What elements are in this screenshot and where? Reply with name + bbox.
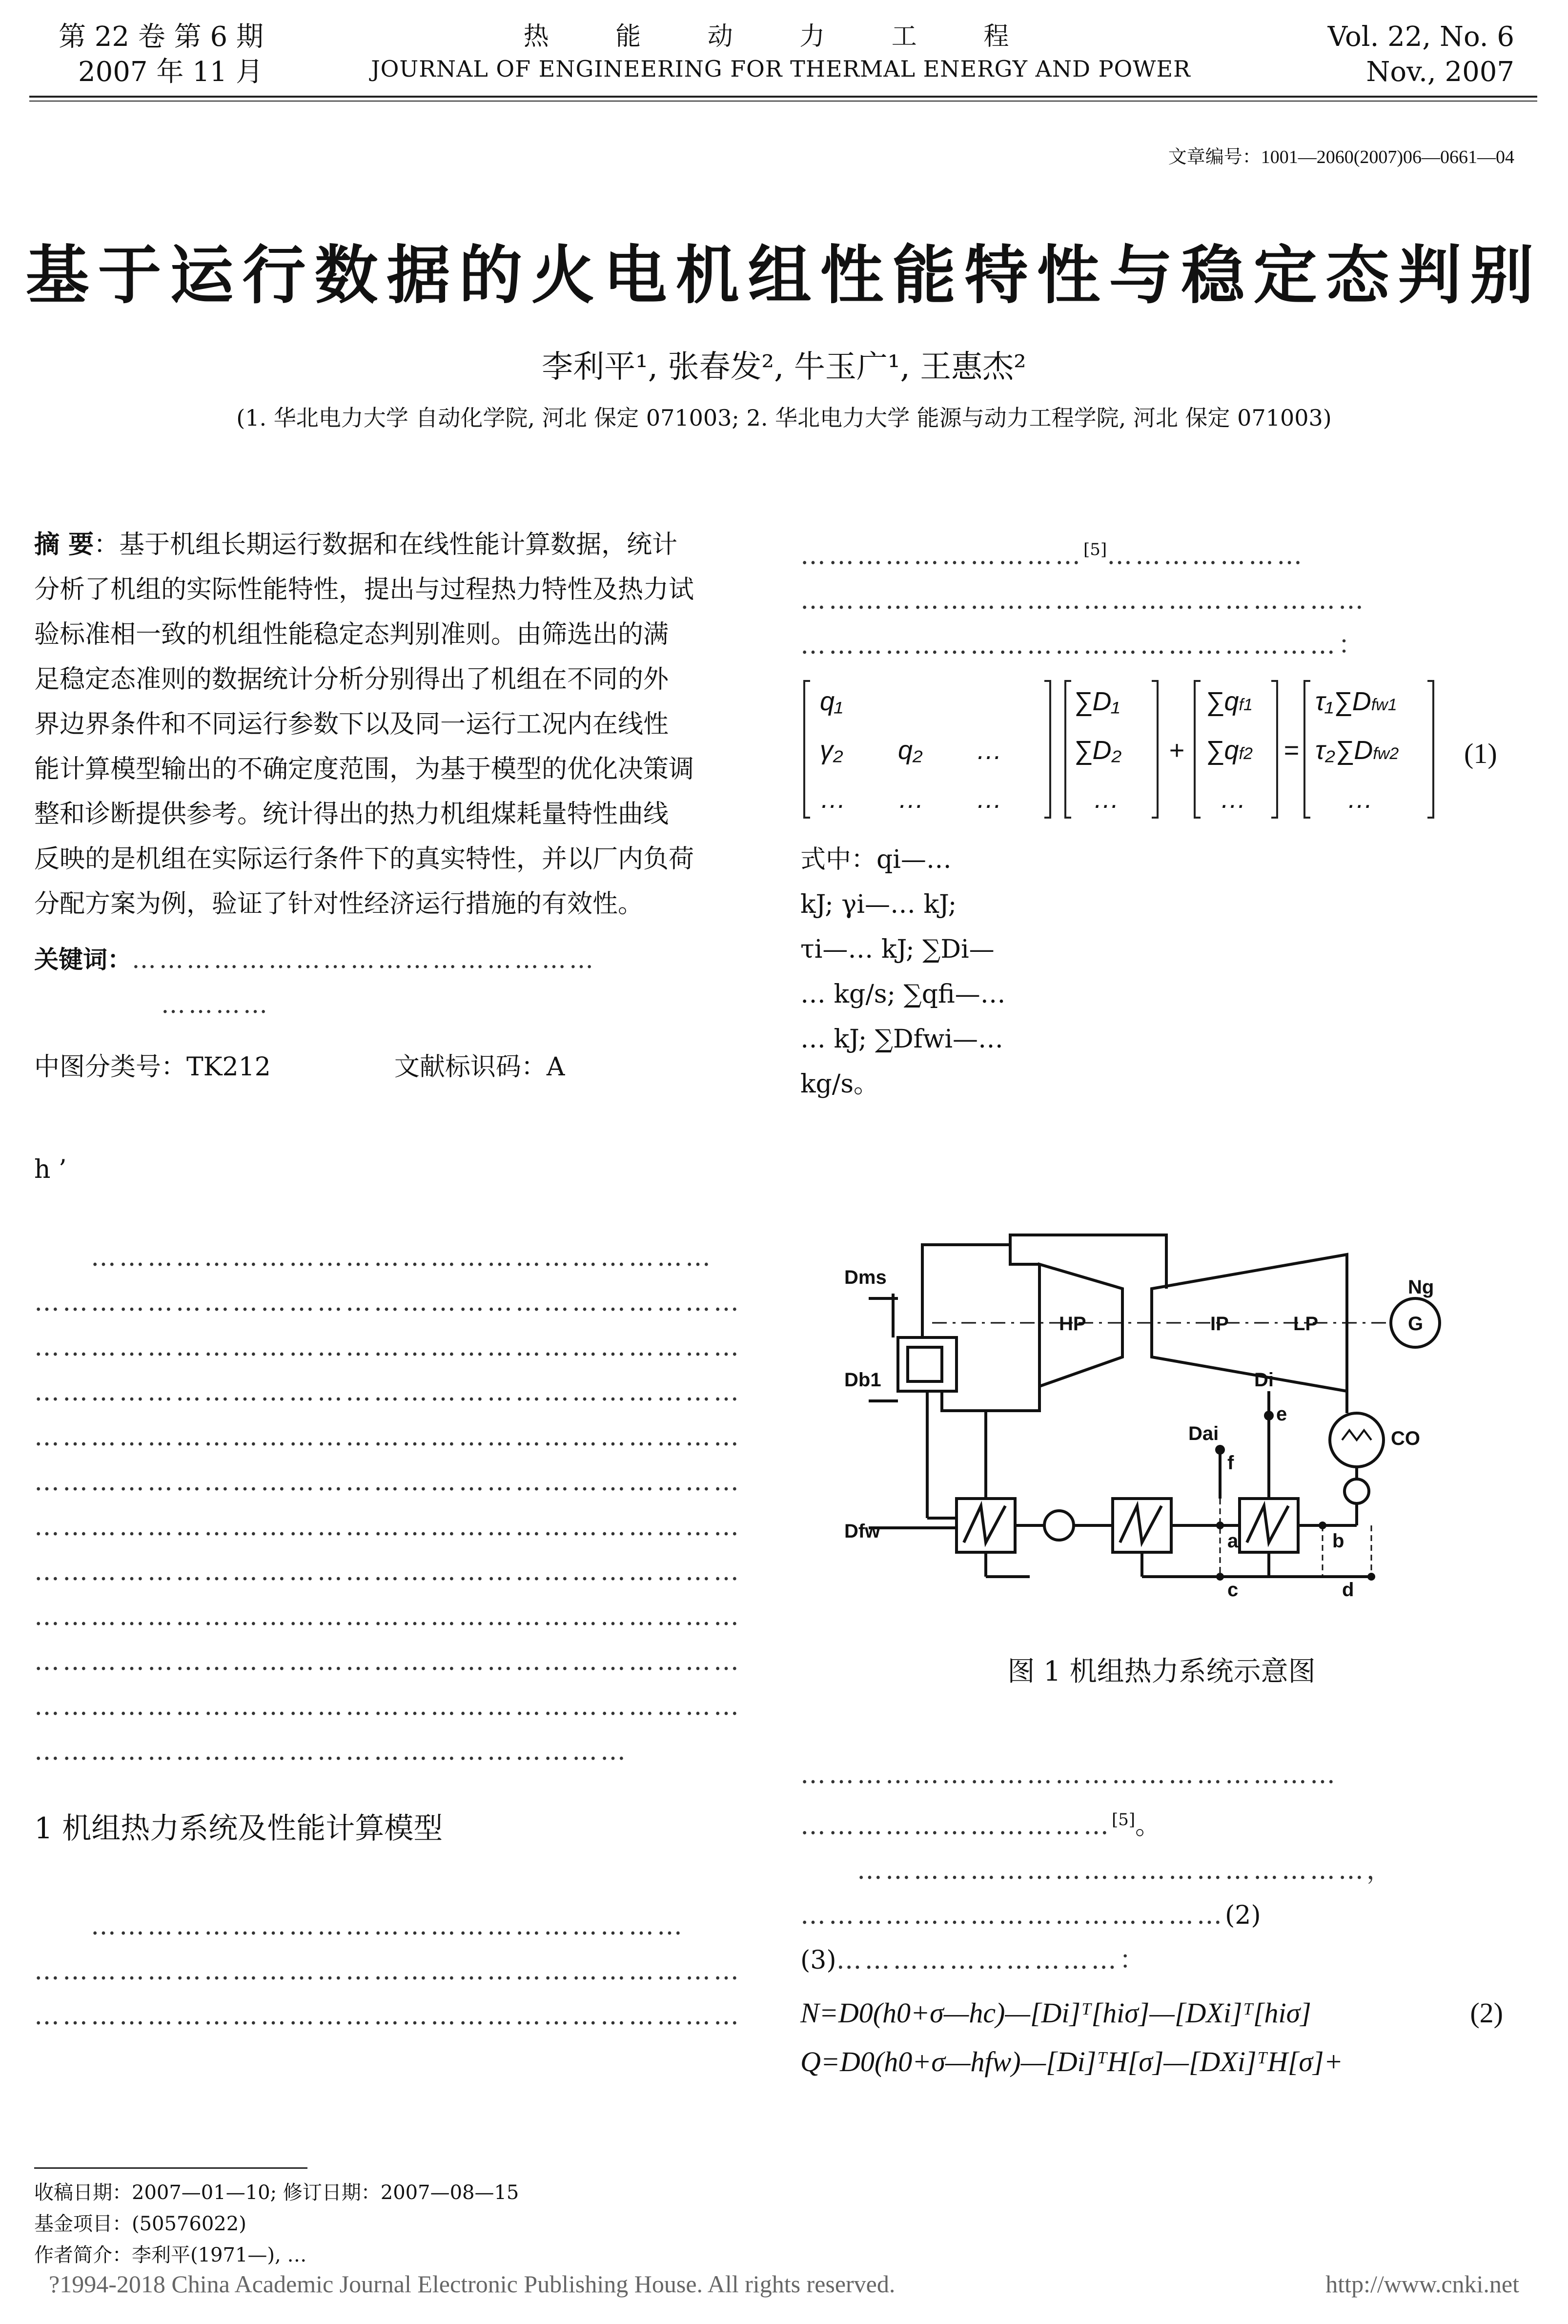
- footnote-fund: 基金项目：(50576022): [34, 2213, 246, 2235]
- svg-text:γ₂: γ₂: [820, 736, 843, 765]
- svg-text:+: +: [1169, 736, 1184, 765]
- copyright-notice: ?1994-2018 China Academic Journal Electronic Publishing House. All rights reserved.: [49, 2270, 896, 2298]
- label-db1: Db1: [844, 1369, 881, 1391]
- volume-en-line-1: Vol. 22, No. 6: [1327, 21, 1514, 53]
- text-line: …………………………………………………………………: [34, 1288, 742, 1317]
- text-line: ………………………………………………，: [800, 1856, 1395, 1886]
- affiliation: (1. 华北电力大学 自动化学院, 河北 保定 071003; 2. 华北电力大学 能源与动力工程学院, 河北 保定 071003): [236, 405, 1332, 431]
- text-line: …………………………………………………………………: [34, 1602, 742, 1631]
- svg-text:…: …: [1347, 784, 1373, 814]
- label-di: Di: [1254, 1369, 1274, 1391]
- text-line: …………………………………………………………………: [34, 1956, 742, 1986]
- label-g: G: [1408, 1313, 1424, 1335]
- label-hp: HP: [1059, 1313, 1086, 1335]
- reference-marker: [5]: [1112, 1810, 1136, 1830]
- note-line: kg/s。: [800, 1069, 879, 1099]
- equation-2-number: (2): [1470, 1997, 1503, 2029]
- right-column-intro: …………………………[5]………………… …………………………………………………… …………………………………………………：: [800, 527, 1523, 668]
- copyright-link[interactable]: http://www.cnki.net: [1325, 2270, 1519, 2298]
- article-code: 文章编号：1001—2060(2007)06—0661—04: [1168, 147, 1514, 167]
- label-c: c: [1227, 1579, 1239, 1601]
- label-dai: Dai: [1188, 1423, 1219, 1444]
- classification-code: 中图分类号：TK212: [34, 1052, 271, 1082]
- footnote-rule: [34, 2167, 307, 2169]
- note-line: τi—… kJ; ∑Di—: [800, 935, 995, 964]
- label-f: f: [1227, 1452, 1234, 1474]
- text-line: …………………………………………………………………: [34, 1378, 742, 1407]
- svg-text:∑qf2: ∑qf2: [1205, 736, 1253, 765]
- volume-line-1: 第 22 卷 第 6 期: [59, 21, 264, 53]
- equation-3: Q=D0(h0+σ—hfw)—[Di]ᵀH[σ]—[DXi]ᵀH[σ]+: [800, 2046, 1343, 2077]
- note-line: … kJ; ∑Dfwi—…: [800, 1025, 1004, 1054]
- text-line: …………………………………………………………………: [34, 1557, 742, 1586]
- equation-2: [800, 1996, 1523, 2029]
- journal-name-en: JOURNAL OF ENGINEERING FOR THERMAL ENERGY AND POWER: [371, 56, 1191, 82]
- right-column-paragraph: ………………………………………………… ……………………………[5]。 ………………………………………………， ………………………………………(2) (3)…………………………：: [800, 1752, 1523, 1983]
- label-a: a: [1227, 1530, 1239, 1552]
- abstract-line: 验标准相一致的机组性能稳定态判别准则。由筛选出的满: [34, 620, 669, 649]
- note-line: kJ; γi—… kJ;: [800, 890, 957, 919]
- label-dfw: Dfw: [844, 1521, 880, 1542]
- equation-2-text: N=D0(h0+σ—hc)—[Di]ᵀ[hiσ]—[DXi]ᵀ[hiσ]: [800, 1997, 1311, 2029]
- note-line: … kg/s; ∑qfi—…: [800, 980, 1006, 1009]
- svg-text:…: …: [976, 736, 1002, 765]
- footnotes: [34, 2177, 747, 2271]
- label-ng: Ng: [1408, 1276, 1434, 1298]
- footnote-received: 收稿日期：2007—01—10; 修订日期：2007—08—15: [34, 2181, 519, 2204]
- text-line: ………………………………………………………: [34, 1737, 629, 1766]
- text-line: …………………………………………………………………: [34, 1692, 742, 1721]
- svg-text:q₁: q₁: [820, 687, 843, 716]
- abstract-block: [34, 522, 747, 926]
- text-line: ……………………………………………………: [800, 586, 1366, 616]
- text-line: …………………………………………………………………: [34, 1333, 742, 1362]
- abstract-line: ：基于机组长期运行数据和在线性能计算数据，统计: [94, 530, 678, 559]
- text-line: …………………………………………………………………: [34, 1422, 742, 1452]
- thermal-system-diagram: [825, 1225, 1508, 1616]
- reference-marker: [5]: [1083, 540, 1107, 559]
- text-line: …………………………………………………………………: [34, 1467, 742, 1497]
- document-code: 文献标识码：A: [394, 1052, 565, 1082]
- svg-text:=: =: [1283, 736, 1299, 765]
- abstract-line: 能计算模型输出的不确定度范围，为基于模型的优化决策调: [34, 755, 694, 784]
- label-e: e: [1276, 1403, 1287, 1425]
- journal-volume-cn: [59, 20, 264, 90]
- svg-text:…: …: [820, 784, 846, 814]
- equation-1-notes: [800, 837, 1523, 1107]
- intro-marker: h ’: [34, 1155, 67, 1184]
- svg-text:∑qf1: ∑qf1: [1205, 687, 1253, 716]
- keywords: 关键词：…………………………………………… …………: [34, 945, 596, 1019]
- svg-text:…: …: [976, 784, 1002, 814]
- eq3-ref: (3): [800, 1946, 836, 1975]
- abstract-line: 界边界条件和不同运行参数下以及同一运行工况内在线性: [34, 710, 669, 739]
- header-rule: [29, 96, 1537, 98]
- abstract-line: 反映的是机组在实际运行条件下的真实特性，并以厂内负荷: [34, 844, 694, 874]
- paper-title: 基于运行数据的火电机组性能特性与稳定态判别: [25, 238, 1543, 312]
- section-1-paragraph: [34, 1904, 747, 2038]
- label-d: d: [1342, 1579, 1354, 1601]
- svg-text:τ₂∑Dfw2: τ₂∑Dfw2: [1315, 736, 1399, 765]
- section-1-title: 1 机组热力系统及性能计算模型: [34, 1811, 443, 1846]
- figure-1-caption: 图 1 机组热力系统示意图: [1007, 1656, 1316, 1687]
- journal-name: [342, 20, 1220, 84]
- svg-text:q₂: q₂: [898, 736, 923, 765]
- keywords-label: 关键词：: [34, 945, 132, 974]
- label-ip: IP: [1210, 1313, 1229, 1335]
- note-line: 式中：qi—…: [800, 845, 952, 874]
- text-line: …………………………………………………………………: [34, 1512, 742, 1542]
- abstract-line: 分配方案为例，验证了针对性经济运行措施的有效性。: [34, 889, 644, 919]
- text-line: …………………………………………………：: [800, 631, 1366, 660]
- label-co: CO: [1391, 1428, 1420, 1449]
- svg-text:…: …: [1093, 784, 1120, 814]
- svg-text:∑D₂: ∑D₂: [1074, 736, 1122, 765]
- volume-en-line-2: Nov., 2007: [1366, 56, 1514, 88]
- equation-1-number: (1): [1464, 738, 1497, 769]
- svg-text:…: …: [1220, 784, 1246, 814]
- svg-text:∑D₁: ∑D₁: [1074, 687, 1120, 716]
- svg-text:τ₁∑Dfw1: τ₁∑Dfw1: [1315, 687, 1397, 716]
- header-rule-thin: [29, 101, 1537, 102]
- eq2-ref: (2): [1225, 1901, 1261, 1931]
- abstract-label: 摘 要: [34, 530, 94, 559]
- label-b: b: [1332, 1530, 1344, 1552]
- equation-1: [800, 676, 1523, 823]
- journal-name-cn: 热 能 动 力 工 程: [523, 22, 1039, 51]
- journal-volume-en: [1328, 20, 1514, 90]
- intro-paragraph: [34, 1235, 747, 1774]
- label-lp: LP: [1293, 1313, 1319, 1335]
- figure-1: [825, 1225, 1508, 1616]
- footnote-author: 作者简介：李利平(1971—), …: [34, 2244, 307, 2266]
- svg-text:…: …: [898, 784, 924, 814]
- classification-row: [34, 1045, 747, 1090]
- abstract-line: 分析了机组的实际性能特性，提出与过程热力特性及热力试: [34, 575, 694, 604]
- equation-1-svg: [800, 676, 1523, 823]
- label-dms: Dms: [844, 1267, 887, 1288]
- text-line: …………………………………………………: [800, 1760, 1338, 1789]
- text-line: …………………………………………………………: [34, 1243, 714, 1272]
- text-line: …………………………………………………………………: [34, 2001, 742, 2031]
- text-line: …………………………………………………………………: [34, 1647, 742, 1676]
- author-list: 李利平¹, 张春发², 牛玉广¹, 王惠杰²: [542, 349, 1026, 385]
- abstract-line: 整和诊断提供参考。统计得出的热力机组煤耗量特性曲线: [34, 800, 669, 829]
- text-line: ………………………………………………………: [34, 1912, 686, 1941]
- volume-line-2: 2007 年 11 月: [78, 56, 264, 88]
- abstract-line: 足稳定态准则的数据统计分析分别得出了机组在不同的外: [34, 665, 669, 694]
